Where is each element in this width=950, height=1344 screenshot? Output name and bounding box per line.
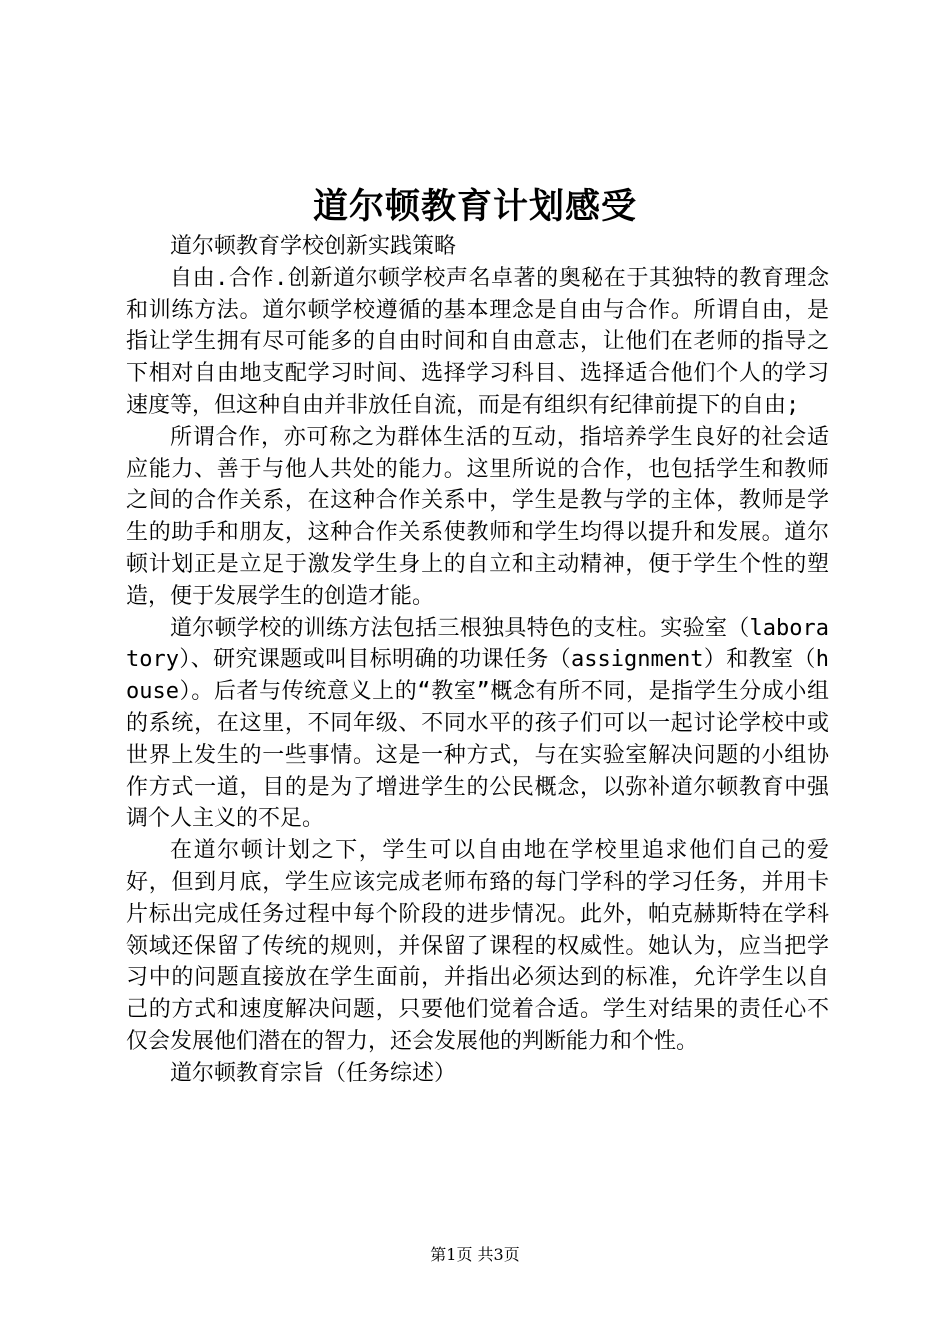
body-paragraph: 在道尔顿计划之下，学生可以自由地在学校里追求他们自己的爱好，但到月底，学生应该完成老师布臵的每门学科的学习任务，并用卡片标出完成任务过程中每个阶段的进步情况。此外，帕克赫斯特在学科领域还保留了传统的规则，并保留了课程的权威性。她认为，应当把学习中的问题直接放在学生面前，并指出必须达到的标准，允许学生以自己的方式和速度解决问题，只要他们觉着合适。学生对结果的责任心不仅会发展他们潜在的智力，还会发展他的判断能力和个性。 (126, 838, 829, 1054)
page-number-footer: 第1页 共3页 (430, 1245, 520, 1264)
section-heading: 道尔顿教育宗旨（任务综述） (170, 1060, 457, 1086)
body-paragraph: 自由.合作.创新道尔顿学校声名卓著的奥秘在于其独特的教育理念和训练方法。道尔顿学校遵循的基本理念是自由与合作。所谓自由，是指让学生拥有尽可能多的自由时间和自由意志，让他们在老师的指导之下相对自由地支配学习时间、选择学习科目、选择适合他们个人的学习速度等，但这种自由并非放任自流，而是有组织有纪律前提下的自由; (126, 265, 829, 418)
body-paragraph: 道尔顿学校的训练方法包括三根独具特色的支柱。实验室（laboratory）、研究课题或叫目标明确的功课任务（assignment）和教室（house）。后者与传统意义上的“教室”概念有所不同，是指学生分成小组的系统，在这里，不同年级、不同水平的孩子们可以一起讨论学校中或世界上发生的一些事情。这是一种方式，与在实验室解决问题的小组协作方式一道，目的是为了增进学生的公民概念，以弥补道尔顿教育中强调个人主义的不足。 (126, 615, 829, 832)
section-heading: 道尔顿教育学校创新实践策略 (170, 234, 457, 259)
document-body (126, 231, 829, 1090)
document-title: 道尔顿教育计划感受 (312, 186, 637, 227)
body-paragraph: 所谓合作，亦可称之为群体生活的互动，指培养学生良好的社会适应能力、善于与他人共处的能力。这里所说的合作，也包括学生和教师之间的合作关系，在这种合作关系中，学生是教与学的主体，教师是学生的助手和朋友，这种合作关系使教师和学生均得以提升和发展。道尔顿计划正是立足于激发学生身上的自立和主动精神，便于学生个性的塑造，便于发展学生的创造才能。 (126, 424, 829, 609)
